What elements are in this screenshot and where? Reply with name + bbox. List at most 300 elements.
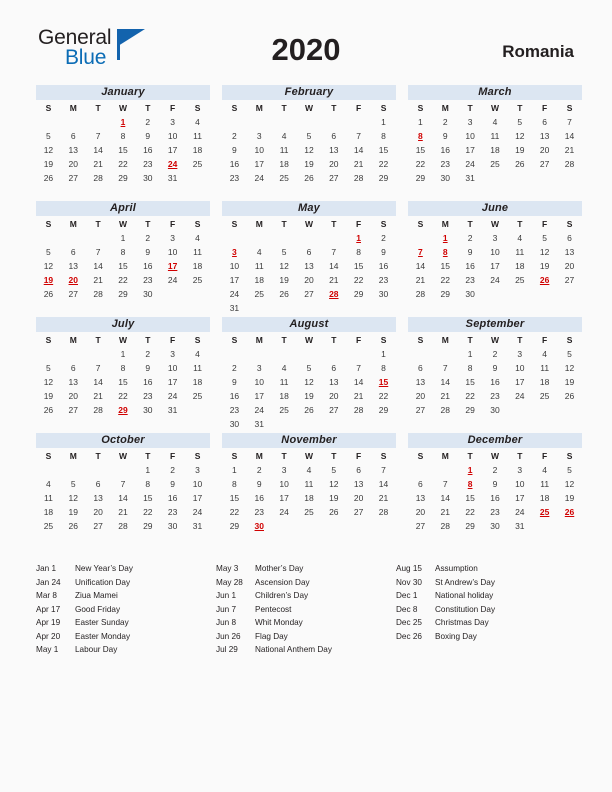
day-cell[interactable]: 2 <box>467 233 473 243</box>
day-cell[interactable]: 24 <box>279 507 289 517</box>
day-cell[interactable]: 21 <box>93 391 103 401</box>
day-cell[interactable]: 20 <box>93 507 103 517</box>
day-cell[interactable]: 30 <box>143 405 153 415</box>
day-cell[interactable]: 28 <box>93 405 103 415</box>
day-cell[interactable]: 9 <box>170 479 175 489</box>
day-cell-holiday[interactable]: 1 <box>442 233 448 243</box>
day-cell[interactable]: 20 <box>68 159 78 169</box>
day-cell[interactable]: 27 <box>564 275 575 285</box>
day-cell[interactable]: 20 <box>68 391 78 401</box>
day-cell[interactable]: 18 <box>192 377 203 387</box>
day-cell[interactable]: 14 <box>353 377 364 387</box>
day-cell[interactable]: 20 <box>539 145 550 155</box>
day-cell[interactable]: 7 <box>567 117 572 127</box>
day-cell[interactable]: 18 <box>43 507 54 517</box>
day-cell[interactable]: 5 <box>46 131 51 141</box>
day-cell-holiday[interactable]: 20 <box>68 275 78 285</box>
day-cell[interactable]: 29 <box>440 289 450 299</box>
day-cell[interactable]: 12 <box>539 247 550 257</box>
day-cell[interactable]: 29 <box>143 521 153 531</box>
day-cell[interactable]: 11 <box>540 479 550 489</box>
day-cell[interactable]: 10 <box>192 479 203 489</box>
day-cell[interactable]: 26 <box>515 159 525 169</box>
day-cell[interactable]: 21 <box>118 507 128 517</box>
day-cell[interactable]: 15 <box>353 261 364 271</box>
day-cell[interactable]: 29 <box>118 289 128 299</box>
day-cell[interactable]: 25 <box>279 405 289 415</box>
day-cell[interactable]: 11 <box>540 363 550 373</box>
day-cell[interactable]: 3 <box>256 363 262 373</box>
day-cell[interactable]: 29 <box>465 521 475 531</box>
day-cell[interactable]: 20 <box>415 391 426 401</box>
day-cell[interactable]: 16 <box>229 391 240 401</box>
day-cell[interactable]: 3 <box>517 465 523 475</box>
day-cell[interactable]: 2 <box>381 233 386 243</box>
day-cell[interactable]: 16 <box>465 261 475 271</box>
day-cell[interactable]: 25 <box>279 173 289 183</box>
day-cell[interactable]: 8 <box>120 131 126 141</box>
day-cell[interactable]: 6 <box>567 233 572 243</box>
day-cell[interactable]: 5 <box>281 247 287 257</box>
day-cell[interactable]: 10 <box>515 479 525 489</box>
day-cell[interactable]: 27 <box>68 289 78 299</box>
day-cell[interactable]: 30 <box>440 173 450 183</box>
day-cell[interactable]: 23 <box>254 507 264 517</box>
day-cell[interactable]: 17 <box>254 391 264 401</box>
day-cell[interactable]: 16 <box>378 261 389 271</box>
day-cell[interactable]: 21 <box>440 391 450 401</box>
day-cell[interactable]: 27 <box>329 405 339 415</box>
day-cell[interactable]: 19 <box>68 507 78 517</box>
day-cell[interactable]: 26 <box>43 405 54 415</box>
day-cell-holiday[interactable]: 26 <box>564 507 575 517</box>
day-cell-holiday[interactable]: 8 <box>442 247 448 257</box>
day-cell[interactable]: 10 <box>167 247 178 257</box>
day-cell[interactable]: 25 <box>192 391 203 401</box>
day-cell[interactable]: 6 <box>356 465 361 475</box>
day-cell[interactable]: 11 <box>490 131 500 141</box>
day-cell[interactable]: 27 <box>329 173 339 183</box>
day-cell[interactable]: 25 <box>539 391 550 401</box>
day-cell[interactable]: 19 <box>43 159 54 169</box>
day-cell[interactable]: 22 <box>143 507 153 517</box>
day-cell[interactable]: 11 <box>279 377 289 387</box>
day-cell[interactable]: 11 <box>279 145 289 155</box>
day-cell[interactable]: 16 <box>490 377 500 387</box>
day-cell[interactable]: 10 <box>254 145 264 155</box>
day-cell[interactable]: 16 <box>143 377 153 387</box>
day-cell[interactable]: 14 <box>564 131 575 141</box>
day-cell[interactable]: 5 <box>567 349 572 359</box>
day-cell[interactable]: 26 <box>329 507 339 517</box>
day-cell[interactable]: 17 <box>515 377 525 387</box>
day-cell[interactable]: 18 <box>279 159 289 169</box>
day-cell[interactable]: 25 <box>43 521 54 531</box>
day-cell[interactable]: 23 <box>465 275 475 285</box>
day-cell[interactable]: 23 <box>378 275 389 285</box>
day-cell[interactable]: 7 <box>95 363 101 373</box>
day-cell[interactable]: 21 <box>329 275 339 285</box>
day-cell[interactable]: 17 <box>167 377 178 387</box>
day-cell[interactable]: 11 <box>44 493 53 503</box>
day-cell-holiday[interactable]: 25 <box>539 507 550 517</box>
day-cell[interactable]: 26 <box>43 289 54 299</box>
day-cell[interactable]: 7 <box>95 131 101 141</box>
day-cell[interactable]: 23 <box>229 173 240 183</box>
day-cell[interactable]: 4 <box>492 117 498 127</box>
day-cell[interactable]: 10 <box>279 479 289 489</box>
day-cell[interactable]: 31 <box>192 521 203 531</box>
day-cell[interactable]: 22 <box>229 507 240 517</box>
day-cell[interactable]: 14 <box>118 493 128 503</box>
day-cell-holiday[interactable]: 8 <box>418 131 423 141</box>
day-cell[interactable]: 28 <box>353 173 364 183</box>
day-cell[interactable]: 24 <box>515 507 525 517</box>
day-cell[interactable]: 25 <box>304 507 314 517</box>
day-cell[interactable]: 7 <box>356 131 361 141</box>
day-cell[interactable]: 13 <box>93 493 103 503</box>
day-cell[interactable]: 12 <box>43 145 54 155</box>
day-cell[interactable]: 10 <box>229 261 240 271</box>
day-cell[interactable]: 10 <box>515 363 525 373</box>
day-cell[interactable]: 26 <box>564 391 575 401</box>
day-cell[interactable]: 30 <box>143 289 153 299</box>
day-cell[interactable]: 11 <box>254 261 264 271</box>
day-cell[interactable]: 13 <box>353 479 364 489</box>
day-cell[interactable]: 10 <box>254 377 264 387</box>
day-cell[interactable]: 23 <box>167 507 178 517</box>
day-cell[interactable]: 9 <box>145 363 151 373</box>
day-cell[interactable]: 23 <box>143 391 153 401</box>
day-cell[interactable]: 28 <box>378 507 389 517</box>
day-cell[interactable]: 6 <box>331 131 337 141</box>
day-cell[interactable]: 15 <box>465 493 475 503</box>
day-cell[interactable]: 18 <box>192 261 203 271</box>
day-cell[interactable]: 20 <box>329 391 339 401</box>
day-cell[interactable]: 24 <box>229 289 240 299</box>
day-cell[interactable]: 27 <box>353 507 364 517</box>
day-cell[interactable]: 26 <box>43 173 54 183</box>
day-cell[interactable]: 11 <box>193 247 202 257</box>
day-cell[interactable]: 2 <box>170 465 175 475</box>
day-cell[interactable]: 17 <box>490 261 500 271</box>
day-cell[interactable]: 31 <box>254 419 264 429</box>
day-cell[interactable]: 12 <box>304 145 314 155</box>
day-cell[interactable]: 8 <box>356 247 361 257</box>
day-cell[interactable]: 4 <box>306 465 312 475</box>
day-cell[interactable]: 2 <box>145 233 151 243</box>
day-cell[interactable]: 9 <box>145 131 151 141</box>
day-cell[interactable]: 3 <box>281 465 287 475</box>
day-cell[interactable]: 13 <box>329 145 339 155</box>
day-cell[interactable]: 2 <box>492 349 498 359</box>
day-cell[interactable]: 1 <box>145 465 151 475</box>
day-cell[interactable]: 11 <box>193 131 202 141</box>
day-cell[interactable]: 13 <box>329 377 339 387</box>
day-cell[interactable]: 29 <box>415 173 426 183</box>
day-cell[interactable]: 24 <box>254 173 264 183</box>
day-cell[interactable]: 15 <box>229 493 240 503</box>
day-cell[interactable]: 7 <box>120 479 126 489</box>
day-cell[interactable]: 12 <box>43 377 54 387</box>
day-cell[interactable]: 13 <box>68 261 78 271</box>
day-cell[interactable]: 28 <box>415 289 426 299</box>
day-cell[interactable]: 4 <box>517 233 523 243</box>
day-cell[interactable]: 29 <box>118 173 128 183</box>
day-cell[interactable]: 31 <box>465 173 475 183</box>
day-cell[interactable]: 15 <box>118 261 128 271</box>
day-cell[interactable]: 3 <box>492 233 498 243</box>
day-cell[interactable]: 12 <box>68 493 78 503</box>
day-cell[interactable]: 3 <box>170 233 175 243</box>
day-cell[interactable]: 29 <box>353 289 364 299</box>
day-cell[interactable]: 17 <box>279 493 289 503</box>
day-cell[interactable]: 28 <box>93 173 103 183</box>
day-cell[interactable]: 17 <box>167 145 178 155</box>
day-cell[interactable]: 14 <box>93 261 103 271</box>
day-cell[interactable]: 15 <box>378 145 389 155</box>
day-cell-holiday[interactable]: 15 <box>378 377 389 387</box>
day-cell[interactable]: 9 <box>256 479 262 489</box>
day-cell[interactable]: 10 <box>167 363 178 373</box>
day-cell[interactable]: 23 <box>440 159 450 169</box>
day-cell[interactable]: 31 <box>167 405 178 415</box>
day-cell[interactable]: 17 <box>254 159 264 169</box>
day-cell[interactable]: 9 <box>145 247 151 257</box>
day-cell[interactable]: 6 <box>70 363 76 373</box>
day-cell[interactable]: 22 <box>353 275 364 285</box>
day-cell[interactable]: 11 <box>304 479 314 489</box>
day-cell[interactable]: 26 <box>68 521 78 531</box>
day-cell-holiday[interactable]: 1 <box>356 233 361 243</box>
day-cell[interactable]: 27 <box>68 173 78 183</box>
day-cell-holiday[interactable]: 24 <box>167 159 178 169</box>
day-cell[interactable]: 14 <box>93 377 103 387</box>
day-cell[interactable]: 31 <box>515 521 525 531</box>
day-cell[interactable]: 15 <box>440 261 450 271</box>
day-cell[interactable]: 12 <box>564 479 575 489</box>
day-cell[interactable]: 30 <box>378 289 389 299</box>
day-cell[interactable]: 24 <box>167 391 178 401</box>
day-cell[interactable]: 18 <box>515 261 525 271</box>
day-cell[interactable]: 15 <box>118 377 128 387</box>
day-cell[interactable]: 19 <box>304 159 314 169</box>
day-cell[interactable]: 8 <box>381 131 386 141</box>
day-cell[interactable]: 13 <box>304 261 314 271</box>
day-cell[interactable]: 24 <box>465 159 475 169</box>
day-cell[interactable]: 28 <box>118 521 128 531</box>
day-cell[interactable]: 15 <box>143 493 153 503</box>
day-cell[interactable]: 5 <box>46 247 51 257</box>
day-cell-holiday[interactable]: 29 <box>118 405 128 415</box>
day-cell[interactable]: 2 <box>145 117 151 127</box>
day-cell[interactable]: 21 <box>440 507 450 517</box>
day-cell[interactable]: 2 <box>442 117 448 127</box>
day-cell[interactable]: 28 <box>440 521 450 531</box>
day-cell[interactable]: 24 <box>167 275 178 285</box>
day-cell[interactable]: 6 <box>70 131 76 141</box>
day-cell[interactable]: 17 <box>229 275 240 285</box>
day-cell[interactable]: 25 <box>490 159 500 169</box>
day-cell[interactable]: 7 <box>356 363 361 373</box>
day-cell[interactable]: 17 <box>515 493 525 503</box>
day-cell[interactable]: 4 <box>256 247 262 257</box>
day-cell[interactable]: 22 <box>440 275 450 285</box>
day-cell[interactable]: 23 <box>490 507 500 517</box>
day-cell[interactable]: 18 <box>304 493 314 503</box>
day-cell[interactable]: 9 <box>442 131 448 141</box>
day-cell[interactable]: 23 <box>143 159 153 169</box>
day-cell[interactable]: 27 <box>539 159 550 169</box>
day-cell[interactable]: 9 <box>232 145 237 155</box>
day-cell[interactable]: 9 <box>492 363 498 373</box>
day-cell[interactable]: 21 <box>353 159 364 169</box>
day-cell[interactable]: 18 <box>279 391 289 401</box>
day-cell[interactable]: 26 <box>304 173 314 183</box>
day-cell[interactable]: 12 <box>43 261 54 271</box>
day-cell[interactable]: 29 <box>229 521 240 531</box>
day-cell[interactable]: 3 <box>467 117 473 127</box>
day-cell[interactable]: 13 <box>415 377 426 387</box>
day-cell[interactable]: 14 <box>93 145 103 155</box>
day-cell[interactable]: 25 <box>192 275 203 285</box>
day-cell[interactable]: 19 <box>564 493 575 503</box>
day-cell[interactable]: 16 <box>440 145 450 155</box>
day-cell[interactable]: 5 <box>306 131 312 141</box>
day-cell[interactable]: 13 <box>68 377 78 387</box>
day-cell[interactable]: 30 <box>490 405 500 415</box>
day-cell-holiday[interactable]: 1 <box>467 465 473 475</box>
day-cell[interactable]: 6 <box>418 479 423 489</box>
day-cell[interactable]: 12 <box>279 261 289 271</box>
day-cell[interactable]: 4 <box>46 479 51 489</box>
day-cell[interactable]: 7 <box>442 363 448 373</box>
day-cell[interactable]: 17 <box>192 493 203 503</box>
day-cell[interactable]: 6 <box>70 247 76 257</box>
day-cell[interactable]: 14 <box>378 479 389 489</box>
day-cell[interactable]: 14 <box>440 377 450 387</box>
day-cell[interactable]: 13 <box>539 131 550 141</box>
day-cell[interactable]: 20 <box>415 507 426 517</box>
day-cell[interactable]: 19 <box>539 261 550 271</box>
day-cell[interactable]: 1 <box>120 349 126 359</box>
day-cell[interactable]: 12 <box>515 131 525 141</box>
day-cell[interactable]: 27 <box>415 405 426 415</box>
day-cell[interactable]: 19 <box>304 391 314 401</box>
day-cell[interactable]: 1 <box>467 349 473 359</box>
day-cell[interactable]: 30 <box>229 419 240 429</box>
day-cell[interactable]: 15 <box>465 377 475 387</box>
day-cell[interactable]: 7 <box>442 479 448 489</box>
day-cell[interactable]: 20 <box>304 275 314 285</box>
day-cell[interactable]: 31 <box>167 173 178 183</box>
day-cell[interactable]: 16 <box>143 145 153 155</box>
day-cell[interactable]: 19 <box>564 377 575 387</box>
day-cell[interactable]: 15 <box>118 145 128 155</box>
day-cell[interactable]: 1 <box>381 117 386 127</box>
day-cell[interactable]: 20 <box>353 493 364 503</box>
day-cell[interactable]: 21 <box>93 275 103 285</box>
day-cell[interactable]: 22 <box>378 159 389 169</box>
day-cell[interactable]: 1 <box>120 233 126 243</box>
day-cell[interactable]: 14 <box>353 145 364 155</box>
day-cell[interactable]: 21 <box>564 145 575 155</box>
day-cell[interactable]: 8 <box>467 363 473 373</box>
day-cell[interactable]: 19 <box>43 391 54 401</box>
day-cell[interactable]: 24 <box>515 391 525 401</box>
day-cell[interactable]: 16 <box>167 493 178 503</box>
day-cell[interactable]: 7 <box>95 247 101 257</box>
day-cell[interactable]: 16 <box>229 159 240 169</box>
day-cell[interactable]: 22 <box>378 391 389 401</box>
day-cell[interactable]: 16 <box>490 493 500 503</box>
day-cell[interactable]: 4 <box>281 363 287 373</box>
day-cell[interactable]: 30 <box>490 521 500 531</box>
day-cell[interactable]: 20 <box>564 261 575 271</box>
day-cell[interactable]: 18 <box>490 145 500 155</box>
day-cell[interactable]: 5 <box>517 117 523 127</box>
day-cell[interactable]: 5 <box>306 363 312 373</box>
day-cell-holiday[interactable]: 17 <box>167 261 178 271</box>
day-cell-holiday[interactable]: 19 <box>43 275 54 285</box>
day-cell[interactable]: 10 <box>465 131 475 141</box>
day-cell-holiday[interactable]: 30 <box>254 521 264 531</box>
day-cell[interactable]: 16 <box>254 493 264 503</box>
day-cell[interactable]: 7 <box>381 465 386 475</box>
day-cell[interactable]: 22 <box>415 159 426 169</box>
day-cell[interactable]: 2 <box>256 465 262 475</box>
day-cell[interactable]: 19 <box>279 275 289 285</box>
day-cell[interactable]: 30 <box>465 289 475 299</box>
day-cell[interactable]: 11 <box>515 247 525 257</box>
day-cell[interactable]: 27 <box>415 521 426 531</box>
day-cell[interactable]: 6 <box>542 117 547 127</box>
day-cell[interactable]: 29 <box>378 173 389 183</box>
day-cell[interactable]: 22 <box>118 275 128 285</box>
day-cell[interactable]: 1 <box>418 117 423 127</box>
day-cell[interactable]: 6 <box>95 479 101 489</box>
day-cell[interactable]: 21 <box>378 493 389 503</box>
day-cell[interactable]: 12 <box>304 377 314 387</box>
day-cell-holiday[interactable]: 8 <box>467 479 473 489</box>
day-cell[interactable]: 8 <box>120 363 126 373</box>
day-cell[interactable]: 29 <box>465 405 475 415</box>
day-cell[interactable]: 5 <box>46 363 51 373</box>
day-cell[interactable]: 30 <box>143 173 153 183</box>
day-cell[interactable]: 12 <box>564 363 575 373</box>
day-cell[interactable]: 9 <box>381 247 386 257</box>
day-cell[interactable]: 3 <box>170 117 175 127</box>
day-cell[interactable]: 28 <box>93 289 103 299</box>
day-cell[interactable]: 3 <box>195 465 200 475</box>
day-cell[interactable]: 23 <box>143 275 153 285</box>
day-cell[interactable]: 5 <box>542 233 547 243</box>
day-cell[interactable]: 2 <box>492 465 498 475</box>
day-cell[interactable]: 6 <box>331 363 337 373</box>
day-cell[interactable]: 4 <box>195 233 200 243</box>
day-cell[interactable]: 17 <box>465 145 475 155</box>
day-cell[interactable]: 22 <box>118 159 128 169</box>
day-cell[interactable]: 11 <box>193 363 202 373</box>
day-cell[interactable]: 2 <box>145 349 151 359</box>
day-cell[interactable]: 19 <box>329 493 339 503</box>
day-cell[interactable]: 24 <box>192 507 203 517</box>
day-cell[interactable]: 21 <box>353 391 364 401</box>
day-cell[interactable]: 26 <box>304 405 314 415</box>
day-cell[interactable]: 20 <box>329 159 339 169</box>
day-cell[interactable]: 18 <box>539 377 550 387</box>
day-cell[interactable]: 27 <box>93 521 103 531</box>
